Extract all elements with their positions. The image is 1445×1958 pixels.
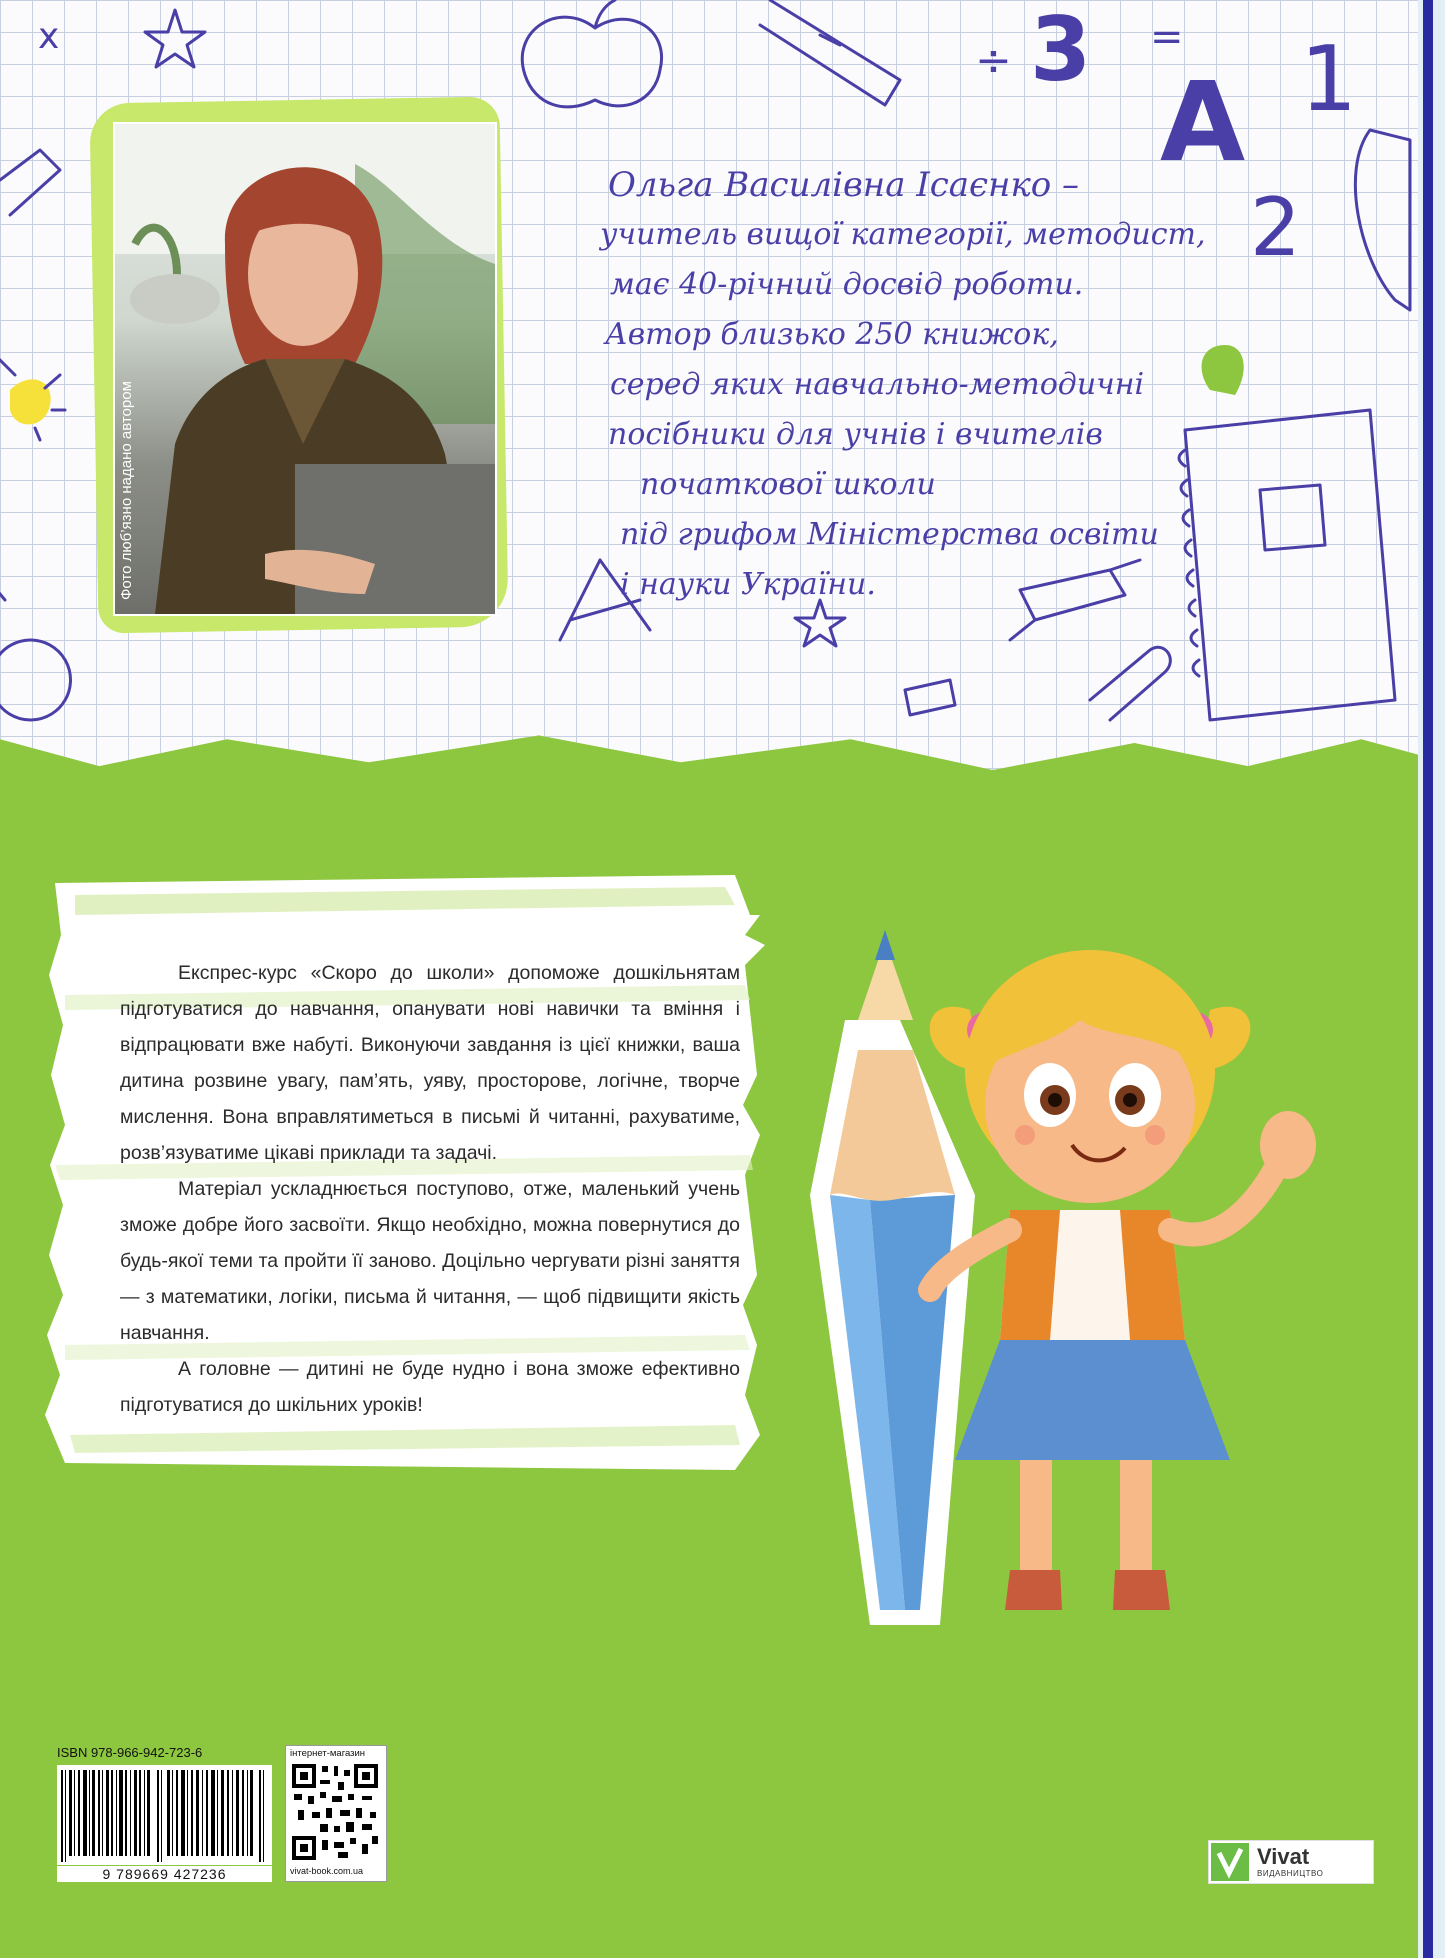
description-paragraph: Матеріал ускладнюється поступово, отже, маленький учень зможе добре його засвоїти. Якщо необхідно, можна повернутися до будь-якої теми та пройти її заново. Доцільно чергувати різні заняття — з математики, логіки, письма й читання, — щоб підвищити якість навчання. xyxy=(120,1178,740,1344)
doodle-div: ÷ xyxy=(975,35,1012,86)
qr-code[interactable] xyxy=(290,1762,380,1862)
eraser-icon xyxy=(905,680,955,715)
book-spine xyxy=(1418,0,1445,1958)
handprint-icon xyxy=(1200,320,1244,395)
bio-line: початкової школи xyxy=(640,467,936,502)
publisher-subtitle: ВИДАВНИЦТВО xyxy=(1257,1869,1324,1878)
bio-line: учитель вищої категорії, методист, xyxy=(600,217,1206,252)
girl-with-pencil-illustration xyxy=(810,920,1370,1640)
book-description xyxy=(120,955,740,1423)
bio-line: серед яких навчально-методичні xyxy=(610,367,1145,402)
ruler-icon xyxy=(760,0,900,105)
doodle-eq: = xyxy=(1150,14,1184,60)
bio-line: під грифом Міністерства освіти xyxy=(620,517,1159,552)
doodle-x: x xyxy=(38,16,60,57)
spine-stripe xyxy=(1423,0,1433,1958)
sun-icon xyxy=(10,379,51,424)
notebook-icon xyxy=(1185,410,1395,720)
barcode xyxy=(57,1765,272,1865)
barcode-number: 9 789669 427236 xyxy=(57,1866,272,1882)
publisher-logo xyxy=(1208,1840,1374,1884)
publisher-mark-icon xyxy=(1211,1843,1249,1881)
doodle-two: 2 xyxy=(1250,181,1301,274)
doodle-letter-a: A xyxy=(1160,58,1246,186)
bio-line: посібники для учнів і вчителів xyxy=(608,417,1103,452)
isbn-label: ISBN 978-966-942-723-6 xyxy=(57,1745,203,1760)
bio-line: Автор близько 250 книжок, xyxy=(605,317,1059,352)
publisher-name: Vivat xyxy=(1257,1844,1310,1869)
description-paragraph: Експрес-курс «Скоро до школи» допоможе дошкільнятам підготуватися до навчання, опанувати нові навички та вміння і відпрацювати вже набуті. Виконуючи завдання із цієї книжки, ваша дитина розвине увагу, пам’ять, уяву, просторове, логічне, творче мислення. Вона вправлятиметься в письмі й читанні, рахуватиме, розв’язуватиме цікаві приклади та задачі. xyxy=(120,962,740,1164)
author-bio xyxy=(600,160,1206,610)
author-photo xyxy=(113,122,497,616)
bio-line: має 40-річний досвід роботи. xyxy=(610,267,1084,302)
doodle-one: 1 xyxy=(1300,27,1358,132)
doodle-three: 3 xyxy=(1030,0,1092,101)
qr-top-label: інтернет-магазин xyxy=(290,1748,366,1759)
star-icon xyxy=(145,10,205,67)
bio-line: Ольга Василівна Ісаєнко – xyxy=(608,165,1080,205)
description-paragraph: А головне — дитині не буде нудно і вона зможе ефективно підготуватися до шкільних уроків! xyxy=(120,1358,740,1416)
magnifier-icon xyxy=(0,570,71,720)
pencil-sketch-icon xyxy=(0,150,60,215)
qr-bottom-label: vivat-book.com.ua xyxy=(290,1866,364,1876)
photo-credit: Фото люб’язно надано автором xyxy=(118,381,135,600)
apple-icon xyxy=(522,0,661,107)
paperclip-icon xyxy=(1090,647,1170,720)
bio-line: і науки України. xyxy=(620,567,876,602)
book-icon xyxy=(1355,130,1410,310)
notebook-square xyxy=(1260,485,1325,550)
